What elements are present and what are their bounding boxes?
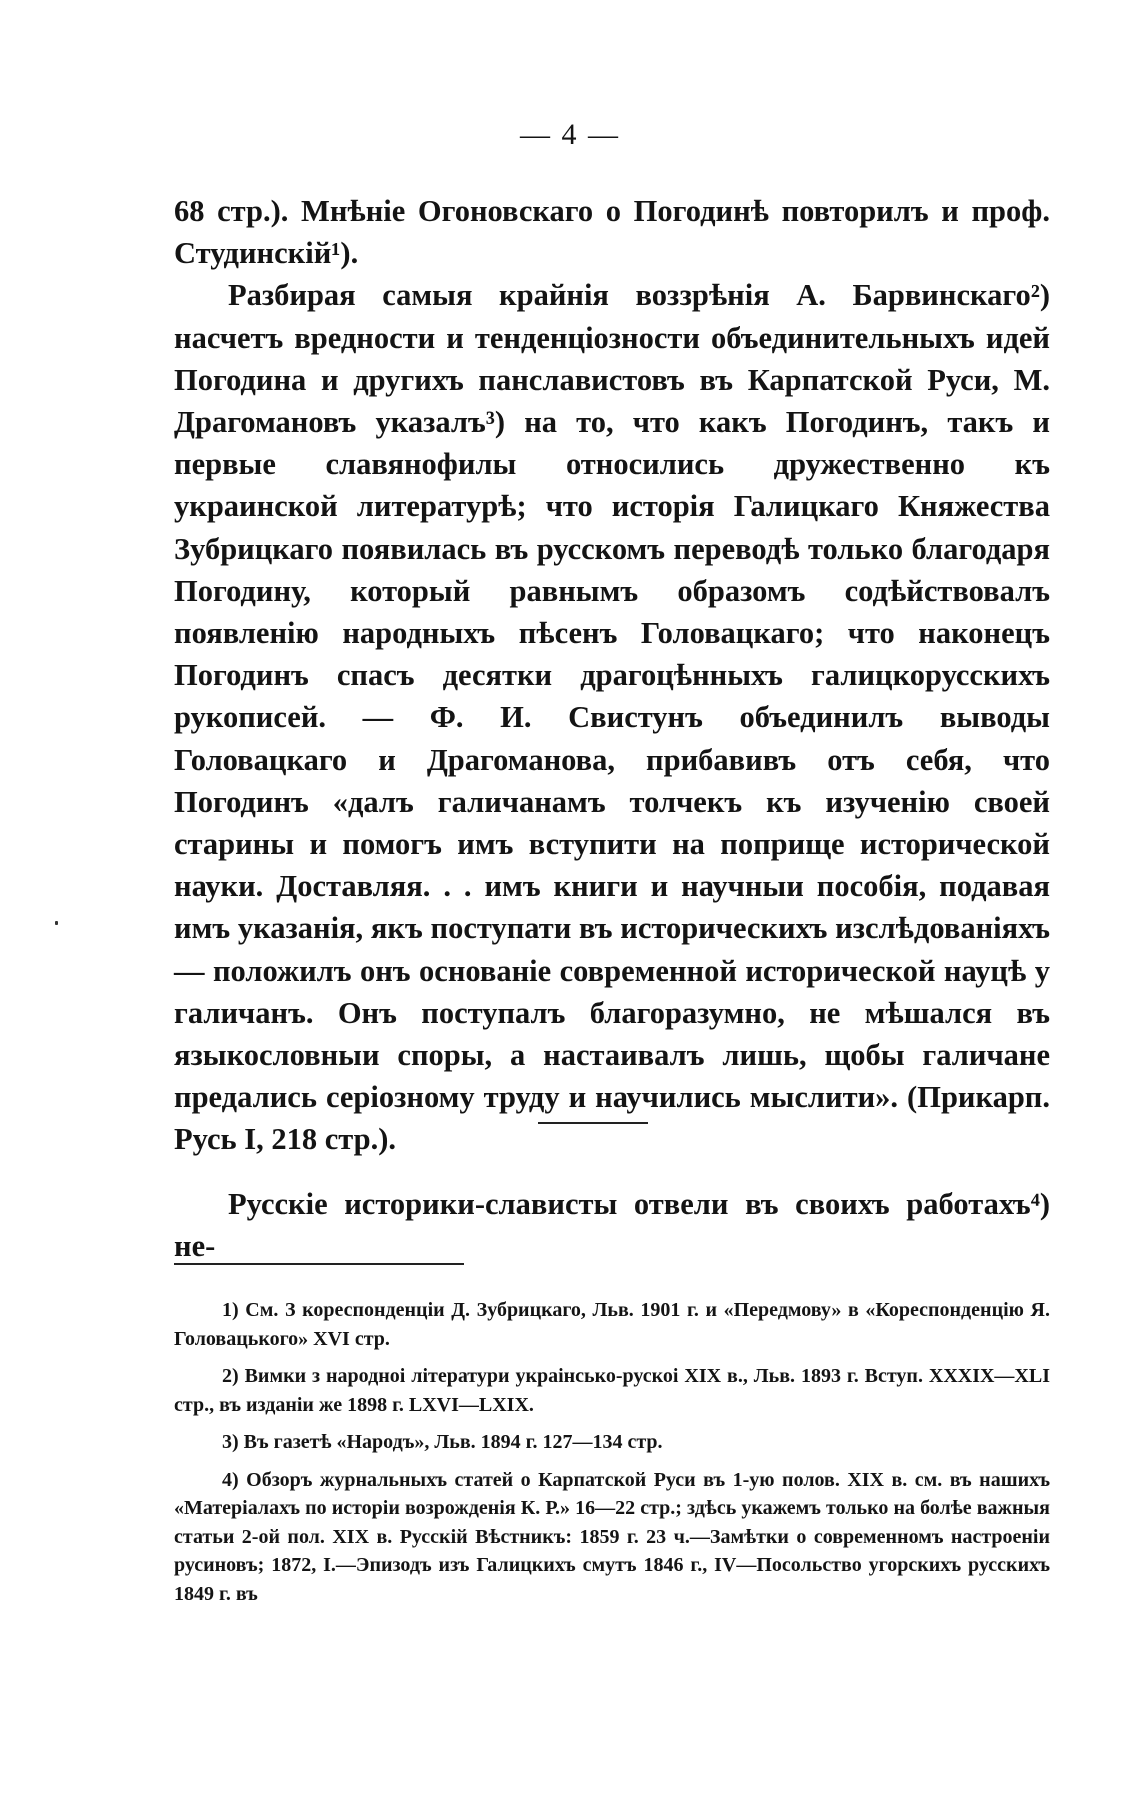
footnotes <box>174 1296 1050 1617</box>
page-number: — 4 — <box>520 118 620 151</box>
footnote-2: 2) Вимки з народноі літератури украінсько-рускоі XIX в., Льв. 1893 г. Вступ. XXXIX—XLI стр., въ изданіи же 1898 г. LXVI—LXIX. <box>174 1365 1050 1416</box>
footnote-1: 1) См. З кореспонденціи Д. Зубрицкаго, Льв. 1901 г. и «Передмову» в «Кореспонденцію Я. Головацького» XVI стр. <box>174 1299 1050 1350</box>
footnote-separator <box>174 1263 464 1265</box>
footnote-4: 4) Обзоръ журнальныхъ статей о Карпатской Руси въ 1-ую полов. XIX в. см. въ нашихъ «Матеріалахъ по исторіи возрожденія К. Р.» 16—22 стр.; здѣсь укажемъ только на болѣе важныя статьи 2-ой пол. XIX в. Русскій Вѣстникъ: 1859 г. 23 ч.—Замѣтки о современномъ настроеніи русиновъ; 1872, I.—Эпизодъ изъ Галицкихъ смутъ 1846 г., IV—Посольство угорскихъ русскихъ 1849 г. въ <box>174 1468 1051 1605</box>
main-text-block-2 <box>174 1183 1050 1267</box>
paragraph: Русскіе историки-слависты отвели въ своихъ работахъ⁴) не- <box>174 1187 1050 1264</box>
footnote-3: 3) Въ газетѣ «Народъ», Льв. 1894 г. 127—134 стр. <box>222 1431 663 1453</box>
section-divider <box>538 1122 648 1124</box>
paragraph: Разбирая самыя крайнія воззрѣнія А. Барвинскаго²) насчетъ вредности и тенденціозности объединительныхъ идей Погодина и другихъ панславистовъ въ Карпатской Руси, М. Драгомановъ указалъ³) на то, что какъ Погодинъ, такъ и первые славянофилы относились дружественно къ украинской литературѣ; что исторія Галицкаго Княжества Зубрицкаго появилась въ русскомъ переводѣ только благодаря Погодину, который равнымъ образомъ содѣйствовалъ появленію народныхъ пѣсенъ Головацкаго; что наконецъ Погодинъ спасъ десятки драгоцѣнныхъ галицкорусскихъ рукописей. — Ф. И. Свистунъ объединилъ выводы Головацкаго и Драгоманова, прибавивъ отъ себя, что Погодинъ «далъ галичанамъ толчекъ къ изученію своей старины и помогъ имъ вступити на поприще исторической науки. Доставляя. . . имъ книги и научныи пособія, подавая имъ указанія, якъ поступати въ историческихъ изслѣдованіяхъ — положилъ онъ основаніе современной исторической науцѣ у галичанъ. Онъ поступалъ благоразумно, не мѣшался въ языкословныи споры, а настаивалъ лишь, щобы галичане предались серіозному труду и научились мыслити». (Прикарп. Русь I, 218 стр.). <box>174 278 1050 1157</box>
scan-speck <box>55 921 58 925</box>
paragraph-continuation: 68 стр.). Мнѣніе Огоновскаго о Погодинѣ повторилъ и проф. Студинскій¹). <box>174 194 1050 271</box>
main-text-block <box>174 190 1050 1161</box>
